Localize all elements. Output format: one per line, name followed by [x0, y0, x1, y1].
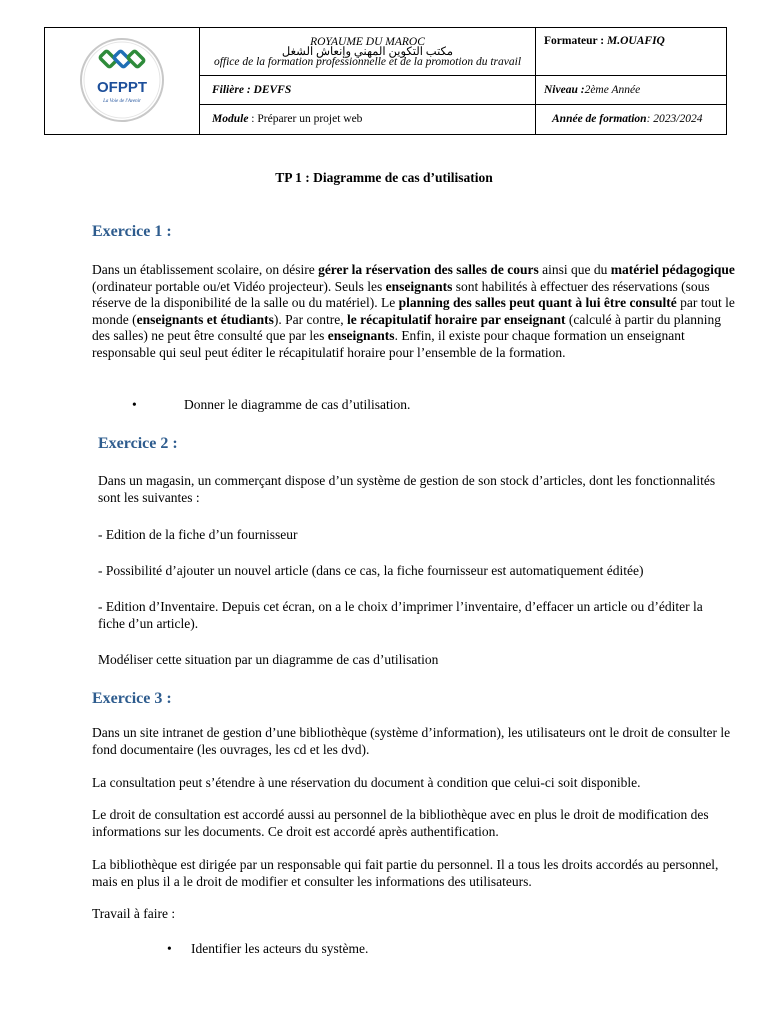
exercise2-item1: - Edition de la fiche d’un fournisseur: [98, 527, 298, 542]
exercise1-task: Donner le diagramme de cas d’utilisation.: [184, 397, 411, 412]
exercise2-intro: Dans un magasin, un commerçant dispose d’un système de gestion de son stock d’articles, dont les fonctionnalités sont les suivantes :: [98, 473, 716, 505]
exercise2-task: Modéliser cette situation par un diagramme de cas d’utilisation: [98, 652, 439, 667]
logo-cell: [45, 28, 200, 135]
annee-cell: [536, 104, 727, 134]
page-title: TP 1 : Diagramme de cas d’utilisation: [275, 170, 493, 185]
exercise2-item2: - Possibilité d’ajouter un nouvel article (dans ce cas, la fiche fournisseur est automatiquement éditée): [98, 563, 644, 578]
exercise2-item3: - Edition d’Inventaire. Depuis cet écran, on a le choix d’imprimer l’inventaire, d’effacer un article ou d’éditer la fiche d’un article).: [98, 599, 703, 631]
exercise3-paragraph1: Dans un site intranet de gestion d’une bibliothèque (système d’information), les utilisateurs ont le droit de consulter le fond documentaire (les ouvrages, les cd et les dvd).: [92, 725, 731, 757]
niveau-label: Niveau :: [544, 84, 585, 97]
ofppt-logo: [76, 37, 168, 123]
exercise2-heading: Exercice 2 :: [98, 435, 178, 452]
formateur-label: Formateur :: [544, 35, 608, 47]
niveau-value: 2ème Année: [584, 84, 641, 97]
exercise3-paragraph3: Le droit de consultation est accordé aussi au personnel de la bibliothèque avec en plus le droit de modification des informations sur les documents. Ce droit est accordé après authentification.: [92, 807, 709, 839]
exercise3-work-label: Travail à faire :: [92, 906, 176, 921]
exercise3-task: Identifier les acteurs du système.: [191, 941, 369, 956]
exercise1-paragraph: Dans un établissement scolaire, on désire gérer la réservation des salles de cours ainsi que du matériel pédagogique (ordinateur portable ou/et Vidéo projecteur). Seuls les enseignants sont habilités à effectuer des réservations (sous réserve de la disponibilité de la salle ou du matériel). Le planning des salles peut quant à lui être consulté par tout le monde (enseignants et étudiants). Par contre, le récapitulatif horaire par enseignant (calculé à partir du planning des salles) ne peut être consulté que par les enseignants. Enfin, il existe pour chaque formation un enseignant responsable qui seul peut éditer le récapitulatif horaire pour l’ensemble de la formation.: [92, 262, 735, 360]
filiere-value: DEVFS: [253, 84, 292, 97]
header-table: [44, 27, 727, 135]
annee-value: : 2023/2024: [646, 113, 703, 126]
logo-name: OFPPT: [96, 78, 148, 96]
org-line1: ROYAUME DU MAROC: [310, 35, 425, 48]
filiere-label: Filière :: [212, 84, 254, 97]
exercise3-paragraph2: La consultation peut s’étendre à une réservation du document à condition que celui-ci soit disponible.: [92, 775, 641, 790]
module-label: Module: [212, 113, 249, 126]
filiere-cell: [200, 76, 536, 104]
module-value: : Préparer un projet web: [248, 113, 363, 126]
logo-tagline: La Voie de l'Avenir: [103, 98, 141, 104]
exercise1-heading: Exercice 1 :: [92, 223, 172, 240]
formateur-value: M.OUAFIQ: [607, 35, 665, 47]
formateur-cell: [536, 28, 727, 76]
bullet-icon: •: [132, 397, 137, 412]
exercise3-paragraph4: La bibliothèque est dirigée par un responsable qui fait partie du personnel. Il a tous les droits accordés au personnel, mais en plus il a le droit de modifier et consulter les informations des utilisateurs.: [92, 857, 719, 889]
annee-label: Année de formation: [552, 113, 647, 126]
module-cell: [200, 104, 536, 134]
org-line3: office de la formation professionnelle et de la promotion du travail: [213, 55, 522, 68]
org-line2: مكتب التكوين المهني وإنعاش الشغل: [281, 45, 454, 58]
exercise3-heading: Exercice 3 :: [92, 690, 172, 707]
bullet-icon: •: [167, 941, 172, 956]
niveau-cell: [536, 76, 727, 104]
org-cell: [200, 28, 536, 76]
